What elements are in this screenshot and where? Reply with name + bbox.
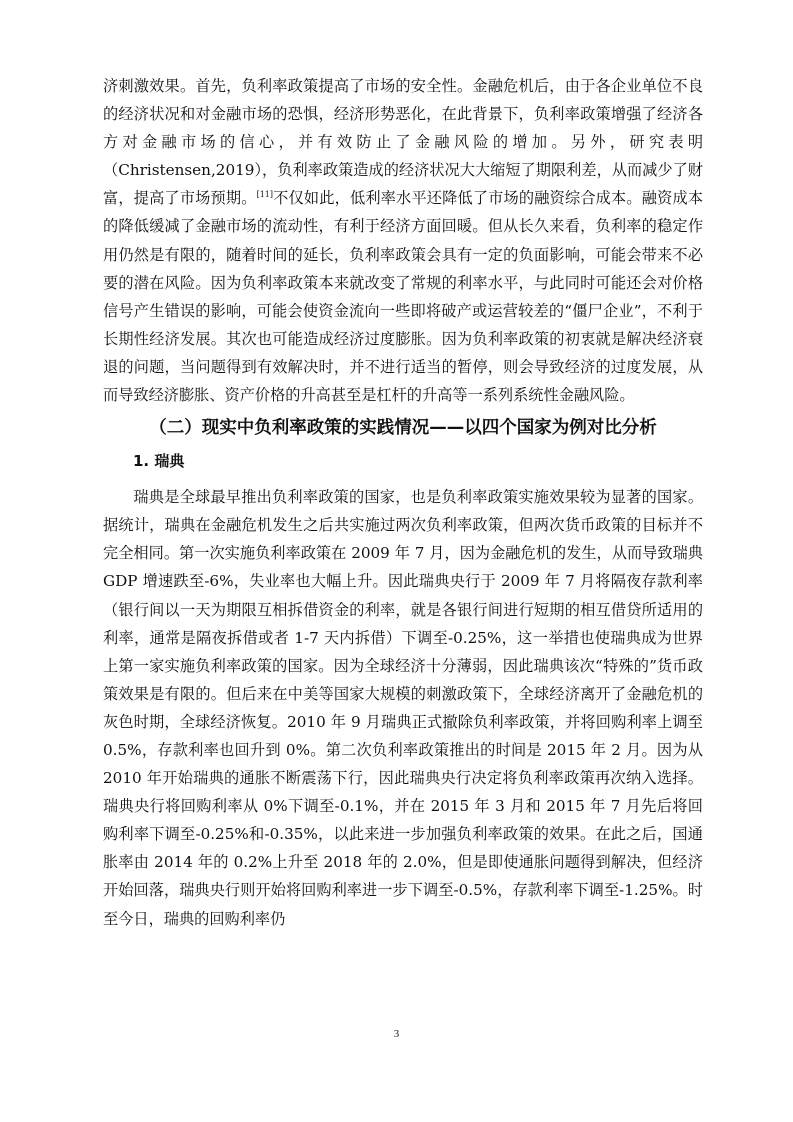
section-heading: （二）现实中负利率政策的实践情况——以四个国家为例对比分析 bbox=[149, 418, 657, 439]
paragraph-sweden: 瑞典是全球最早推出负利率政策的国家，也是负利率政策实施效果较为显著的国家。据统计，瑞典在金融危机发生之后共实施过两次负利率政策，但两次货币政策的目标并不完全相同。第一次实施负利率政策在 2009 年 7 月，因为金融危机的发生，从而导致瑞典 GDP 增速跌至-6%，失业率也大幅上升。因此瑞典央行于 2009 年 7 月将隔夜存款利率（银行间以一天为期限互相拆借资金的利率，就是各银行间进行短期的相互借贷所适用的利率，通常是隔夜拆借或者 1-7 天内拆借）下调至-0.25%，这一举措也使瑞典成为世界上第一家实施负利率政策的国家。因为全球经济十分薄弱，因此瑞典该次“特殊的”货币政策效果是有限的。但后来在中美等国家大规模的刺激政策下，全球经济离开了金融危机的灰色时期，全球经济恢复。2010 年 9 月瑞典正式撤除负利率政策，并将回购利率上调至 0.5%，存款利率也回升到 0%。第二次负利率政策推出的时间是 2015 年 2 月。因为从 2010 年开始瑞典的通胀不断震荡下行，因此瑞典央行决定将负利率政策再次纳入选择。瑞典央行将回购利率从 0%下调至-0.1%，并在 2015 年 3 月和 2015 年 7 月先后将回购利率下调至-0.25%和-0.35%，以此来进一步加强负利率政策的效果。在此之后，国通胀率由 2014 年的 0.2%上升至 2018 年的 2.0%，但是即使通胀问题得到解决，但经济开始回落，瑞典央行则开始将回购利率进一步下调至-0.5%，存款利率下调至-1.25%。时至今日，瑞典的回购利率仍 bbox=[103, 488, 703, 928]
paragraph-text: 济刺激效果。首先，负利率政策提高了市场的安全性。金融危机后，由于各企业单位不良的经济状况和对金融市场的恐惧，经济形势恶化，在此背景下，负利率政策增强了经济各方对金融市场的信心，并有效防止了金融风险的增加。另外，研究表明（Christensen,2019），负利率政策造成的经济状况大大缩短了期限利差，从而减少了财富，提高了市场预期。 bbox=[103, 77, 703, 208]
citation-superscript: [11] bbox=[256, 190, 273, 200]
document-body bbox=[103, 72, 703, 933]
paragraph-intro bbox=[103, 72, 703, 409]
paragraph-text-continued: 不仅如此，低利率水平还降低了市场的融资综合成本。融资成本的降低缓减了金融市场的流动性，有利于经济方面回暖。但从长久来看，负利率的稳定作用仍然是有限的，随着时间的延长，负利率政策会具有一定的负面影响，可能会带来不必要的潜在风险。因为负利率政策本来就改变了常规的利率水平，与此同时可能还会对价格信号产生错误的影响，可能会使资金流向一些即将破产或运营较差的“僵尸企业”，不利于长期性经济发展。其次也可能造成经济过度膨胀。因为负利率政策的初衷就是解决经济衰退的问题，当问题得到有效解决时，并不进行适当的暂停，则会导致经济的过度发展，从而导致经济膨胀、资产价格的升高甚至是杠杆的升高等一系列系统性金融风险。 bbox=[103, 189, 704, 405]
page-number: 3 bbox=[393, 1028, 400, 1040]
subsection-heading: 1. 瑞典 bbox=[133, 452, 185, 471]
